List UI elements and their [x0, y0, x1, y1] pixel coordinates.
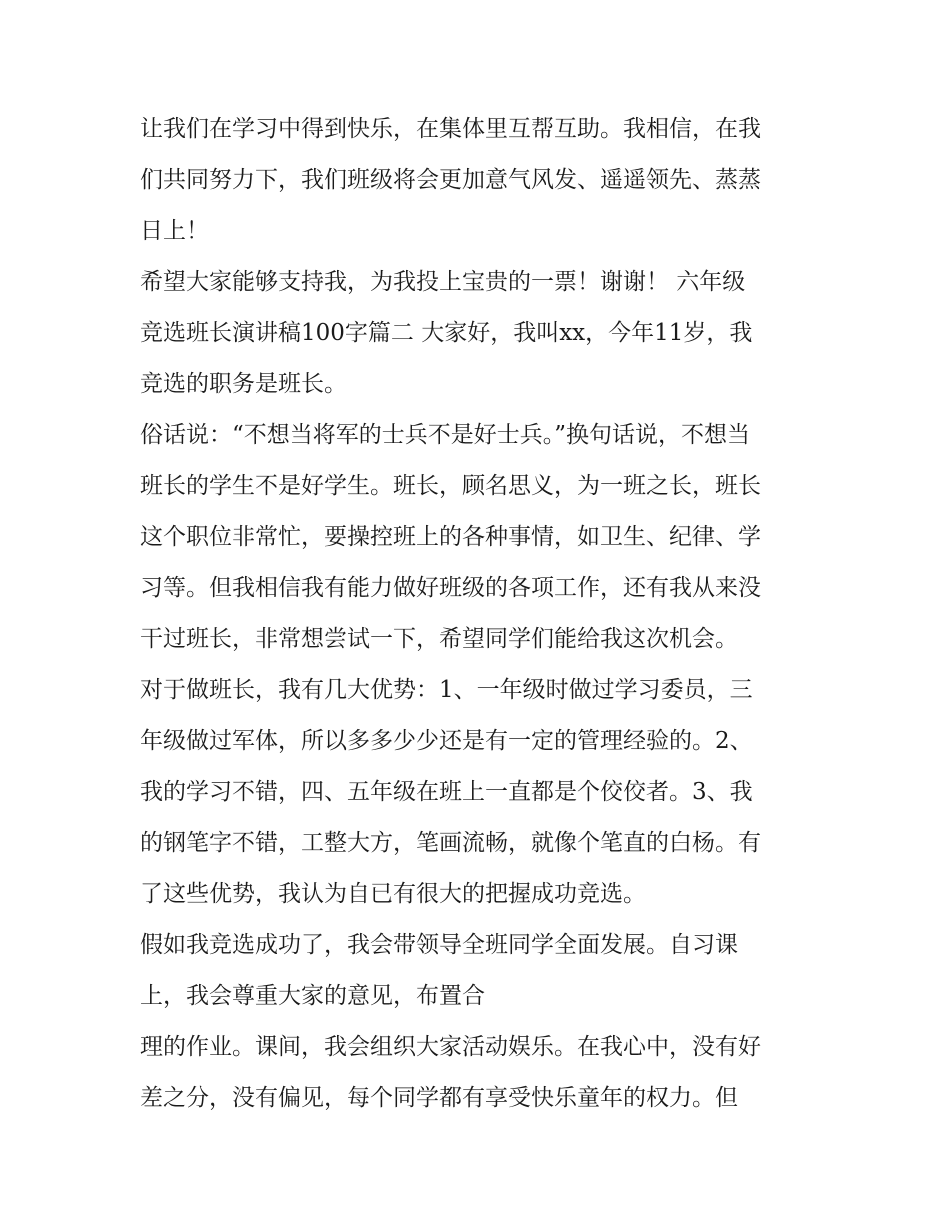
- text-line: 习等。但我相信我有能力做好班级的各项工作，还有我从来没: [140, 575, 761, 601]
- text-line: 我的学习不错，四、五年级在班上一直都是个佼佼者。3、我: [140, 779, 753, 805]
- text-line: 理的作业。课间，我会组织大家活动娱乐。在我心中，没有好: [140, 1034, 761, 1060]
- text-line: 竞选班长演讲稿100字篇二 大家好，我叫xx，今年11岁，我: [140, 320, 753, 346]
- text-line: 日上！: [140, 218, 209, 244]
- text-line: 假如我竞选成功了，我会带领导全班同学全面发展。自习课: [140, 932, 738, 958]
- text-line: 希望大家能够支持我，为我投上宝贵的一票！谢谢！ 六年级: [140, 269, 746, 295]
- text-line: 让我们在学习中得到快乐，在集体里互帮互助。我相信，在我: [140, 116, 761, 142]
- text-line: 年级做过军体，所以多多少少还是有一定的管理经验的。2、: [140, 728, 753, 754]
- document-body: [140, 104, 820, 1124]
- text-line: 俗话说：“不想当将军的士兵不是好士兵。”换句话说，不想当: [140, 422, 751, 448]
- text-line: 对于做班长，我有几大优势：1、一年级时做过学习委员，三: [140, 677, 753, 703]
- text-line: 的钢笔字不错，工整大方，笔画流畅，就像个笔直的白杨。有: [140, 830, 761, 856]
- text-line: 们共同努力下，我们班级将会更加意气风发、遥遥领先、蒸蒸: [140, 167, 761, 193]
- text-line: 这个职位非常忙，要操控班上的各种事情，如卫生、纪律、学: [140, 524, 761, 550]
- text-line: 竞选的职务是班长。: [140, 371, 347, 397]
- text-line: 班长的学生不是好学生。班长，顾名思义，为一班之长，班长: [140, 473, 761, 499]
- text-line: 了这些优势，我认为自已有很大的把握成功竞选。: [140, 881, 646, 907]
- text-line: 干过班长，非常想尝试一下，希望同学们能给我这次机会。: [140, 626, 738, 652]
- text-line: 差之分，没有偏见，每个同学都有享受快乐童年的权力。但: [140, 1085, 738, 1111]
- text-line: 上，我会尊重大家的意见，布置合: [140, 983, 485, 1009]
